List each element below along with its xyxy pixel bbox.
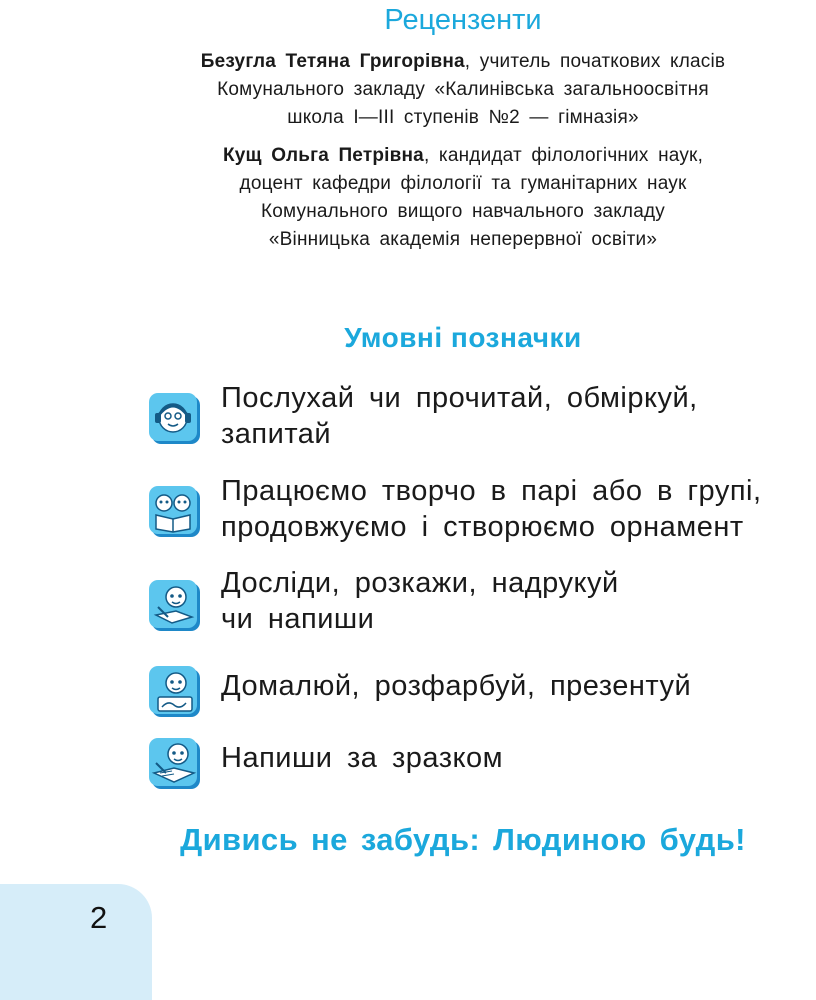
page-number: 2	[90, 900, 108, 935]
reviewer-1-name: Безугла Тетяна Григорівна	[200, 51, 465, 72]
reviewer-2-org-line: Комунального вищого навчального закладу	[261, 201, 665, 222]
child-copying-sample-icon	[148, 737, 202, 791]
reviewer-1-org-line: Комунального закладу «Калинівська загальноосвітня	[217, 79, 709, 100]
reviewer-2-dept-line: доцент кафедри філології та гуманітарних наук	[239, 173, 687, 194]
listening-child-headphones-icon	[148, 392, 202, 446]
legend-title: Умовні позначки	[344, 322, 582, 353]
reviewer-1	[150, 48, 776, 132]
legend-item-text: Досліди, розкажи, надрукуй чи напиши	[221, 567, 619, 635]
legend-item-text: Працюємо творчо в парі або в групі, продовжуємо і створюємо орнамент	[221, 475, 762, 543]
legend-item-text: Послухай чи прочитай, обміркуй, запитай	[221, 382, 698, 450]
child-writing-book-icon	[148, 579, 202, 633]
two-children-reading-icon	[148, 485, 202, 539]
reviewer-2-position: , кандидат філологічних наук,	[423, 145, 704, 166]
motto: Дивись не забудь: Людиною будь!	[180, 822, 746, 857]
legend-item-text: Напиши за зразком	[221, 742, 504, 774]
reviewer-2-org-line-2: «Вінницька академія неперервної освіти»	[268, 229, 658, 250]
child-drawing-icon	[148, 665, 202, 719]
reviewer-1-position: , учитель початкових класів	[464, 51, 726, 72]
legend-item-text: Домалюй, розфарбуй, презентуй	[221, 670, 692, 702]
reviewer-1-org-line-2: школа І—ІІІ ступенів №2 — гімназія»	[287, 107, 639, 128]
reviewer-2	[150, 142, 776, 254]
reviewers-title: Рецензенти	[384, 4, 542, 36]
reviewer-2-name: Кущ Ольга Петрівна	[222, 145, 424, 166]
page-number-tab	[0, 884, 152, 1000]
